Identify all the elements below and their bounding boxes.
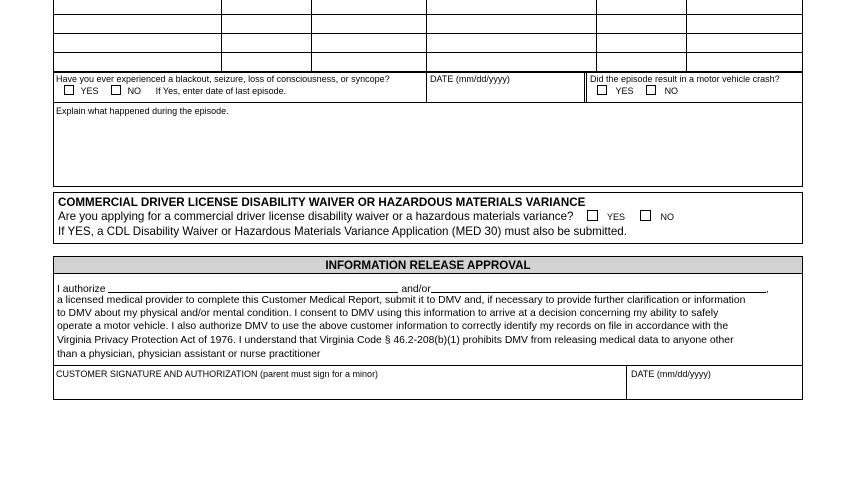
- table-column-line: [311, 0, 312, 72]
- cdl-question-line: [58, 209, 674, 224]
- cdl-no-label: NO: [660, 212, 674, 222]
- explain-label: Explain what happened during the episode.: [56, 106, 229, 116]
- release-title: INFORMATION RELEASE APPROVAL: [325, 259, 531, 272]
- table-cell-input[interactable]: [312, 15, 426, 33]
- table-row-line: [53, 52, 803, 53]
- table-column-line: [221, 0, 222, 72]
- table-cell-input[interactable]: [54, 15, 221, 33]
- cdl-yes-checkbox[interactable]: [587, 210, 598, 221]
- release-text-line: than a physician, physician assistant or nurse practitioner: [57, 349, 321, 360]
- cdl-question: Are you applying for a commercial driver license disability waiver or a hazardous materials variance?: [58, 210, 574, 223]
- signature-label: CUSTOMER SIGNATURE AND AUTHORIZATION (parent must sign for a minor): [56, 369, 379, 379]
- crash-yes-checkbox[interactable]: [597, 85, 607, 95]
- release-text-line: Virginia Privacy Protection Act of 1976. I understand that Virginia Code § 46.2-208(b)(1) prohibits DMV from releasing medical data to anyone other: [57, 335, 734, 346]
- release-comma: ,: [765, 284, 769, 295]
- release-text-line: a licensed medical provider to complete this Customer Medical Report, submit it to DMV and, if necessary to provide further clarification or information: [57, 295, 746, 306]
- blackout-no-label: NO: [127, 86, 142, 96]
- blackout-if-yes-note: If Yes, enter date of last episode.: [155, 86, 287, 96]
- blackout-question: Have you ever experienced a blackout, seizure, loss of consciousness, or syncope?: [56, 74, 390, 84]
- table-cell-input[interactable]: [687, 15, 802, 33]
- crash-yes-label: YES: [615, 86, 634, 96]
- cdl-yes-label: YES: [606, 212, 625, 222]
- authorized-provider-2-input[interactable]: [431, 281, 766, 293]
- episode-date-label: DATE (mm/dd/yyyy): [430, 74, 510, 84]
- table-column-line: [686, 0, 687, 72]
- episode-divider: [426, 72, 427, 102]
- table-row-line: [53, 33, 803, 34]
- signature-divider: [53, 365, 803, 366]
- table-cell-input[interactable]: [427, 15, 596, 33]
- explain-textarea[interactable]: [54, 118, 802, 186]
- episode-divider: [586, 72, 587, 102]
- signature-input[interactable]: [54, 381, 626, 399]
- cdl-no-checkbox[interactable]: [640, 210, 651, 221]
- crash-question: Did the episode result in a motor vehicle crash?: [590, 74, 780, 84]
- authorized-provider-input[interactable]: [108, 281, 398, 293]
- blackout-no-checkbox[interactable]: [111, 85, 121, 95]
- cdl-note: If YES, a CDL Disability Waiver or Hazardous Materials Variance Application (MED 30) must also be submitted.: [58, 225, 627, 238]
- crash-no-checkbox[interactable]: [646, 85, 656, 95]
- release-authorize-text: I authorize: [57, 284, 106, 295]
- cdl-section: [53, 192, 803, 244]
- episode-date-input[interactable]: [428, 86, 583, 101]
- signature-date-input[interactable]: [627, 381, 802, 399]
- episode-divider: [53, 102, 803, 103]
- blackout-yes-label: YES: [80, 86, 99, 96]
- blackout-options: [64, 85, 286, 97]
- episode-divider: [584, 72, 585, 102]
- cdl-title: COMMERCIAL DRIVER LICENSE DISABILITY WAIVER OR HAZARDOUS MATERIALS VARIANCE: [58, 196, 586, 209]
- release-text-line: operate a motor vehicle. I also authorize DMV to use the above customer information to correctly identify my records on file in accordance with the: [57, 321, 729, 332]
- table-cell-input[interactable]: [222, 15, 311, 33]
- table-cell-input[interactable]: [597, 15, 686, 33]
- table-column-line: [596, 0, 597, 72]
- release-andor-text: and/or: [401, 284, 431, 295]
- signature-date-label: DATE (mm/dd/yyyy): [631, 369, 711, 379]
- medication-table: [53, 0, 803, 72]
- crash-options: [597, 85, 678, 97]
- crash-no-label: NO: [664, 86, 679, 96]
- blackout-yes-checkbox[interactable]: [64, 85, 74, 95]
- release-text-line: to DMV about my physical and/or mental condition. I consent to DMV using this information to arrive at a decision concerning my ability to safely: [57, 308, 719, 319]
- table-column-line: [426, 0, 427, 72]
